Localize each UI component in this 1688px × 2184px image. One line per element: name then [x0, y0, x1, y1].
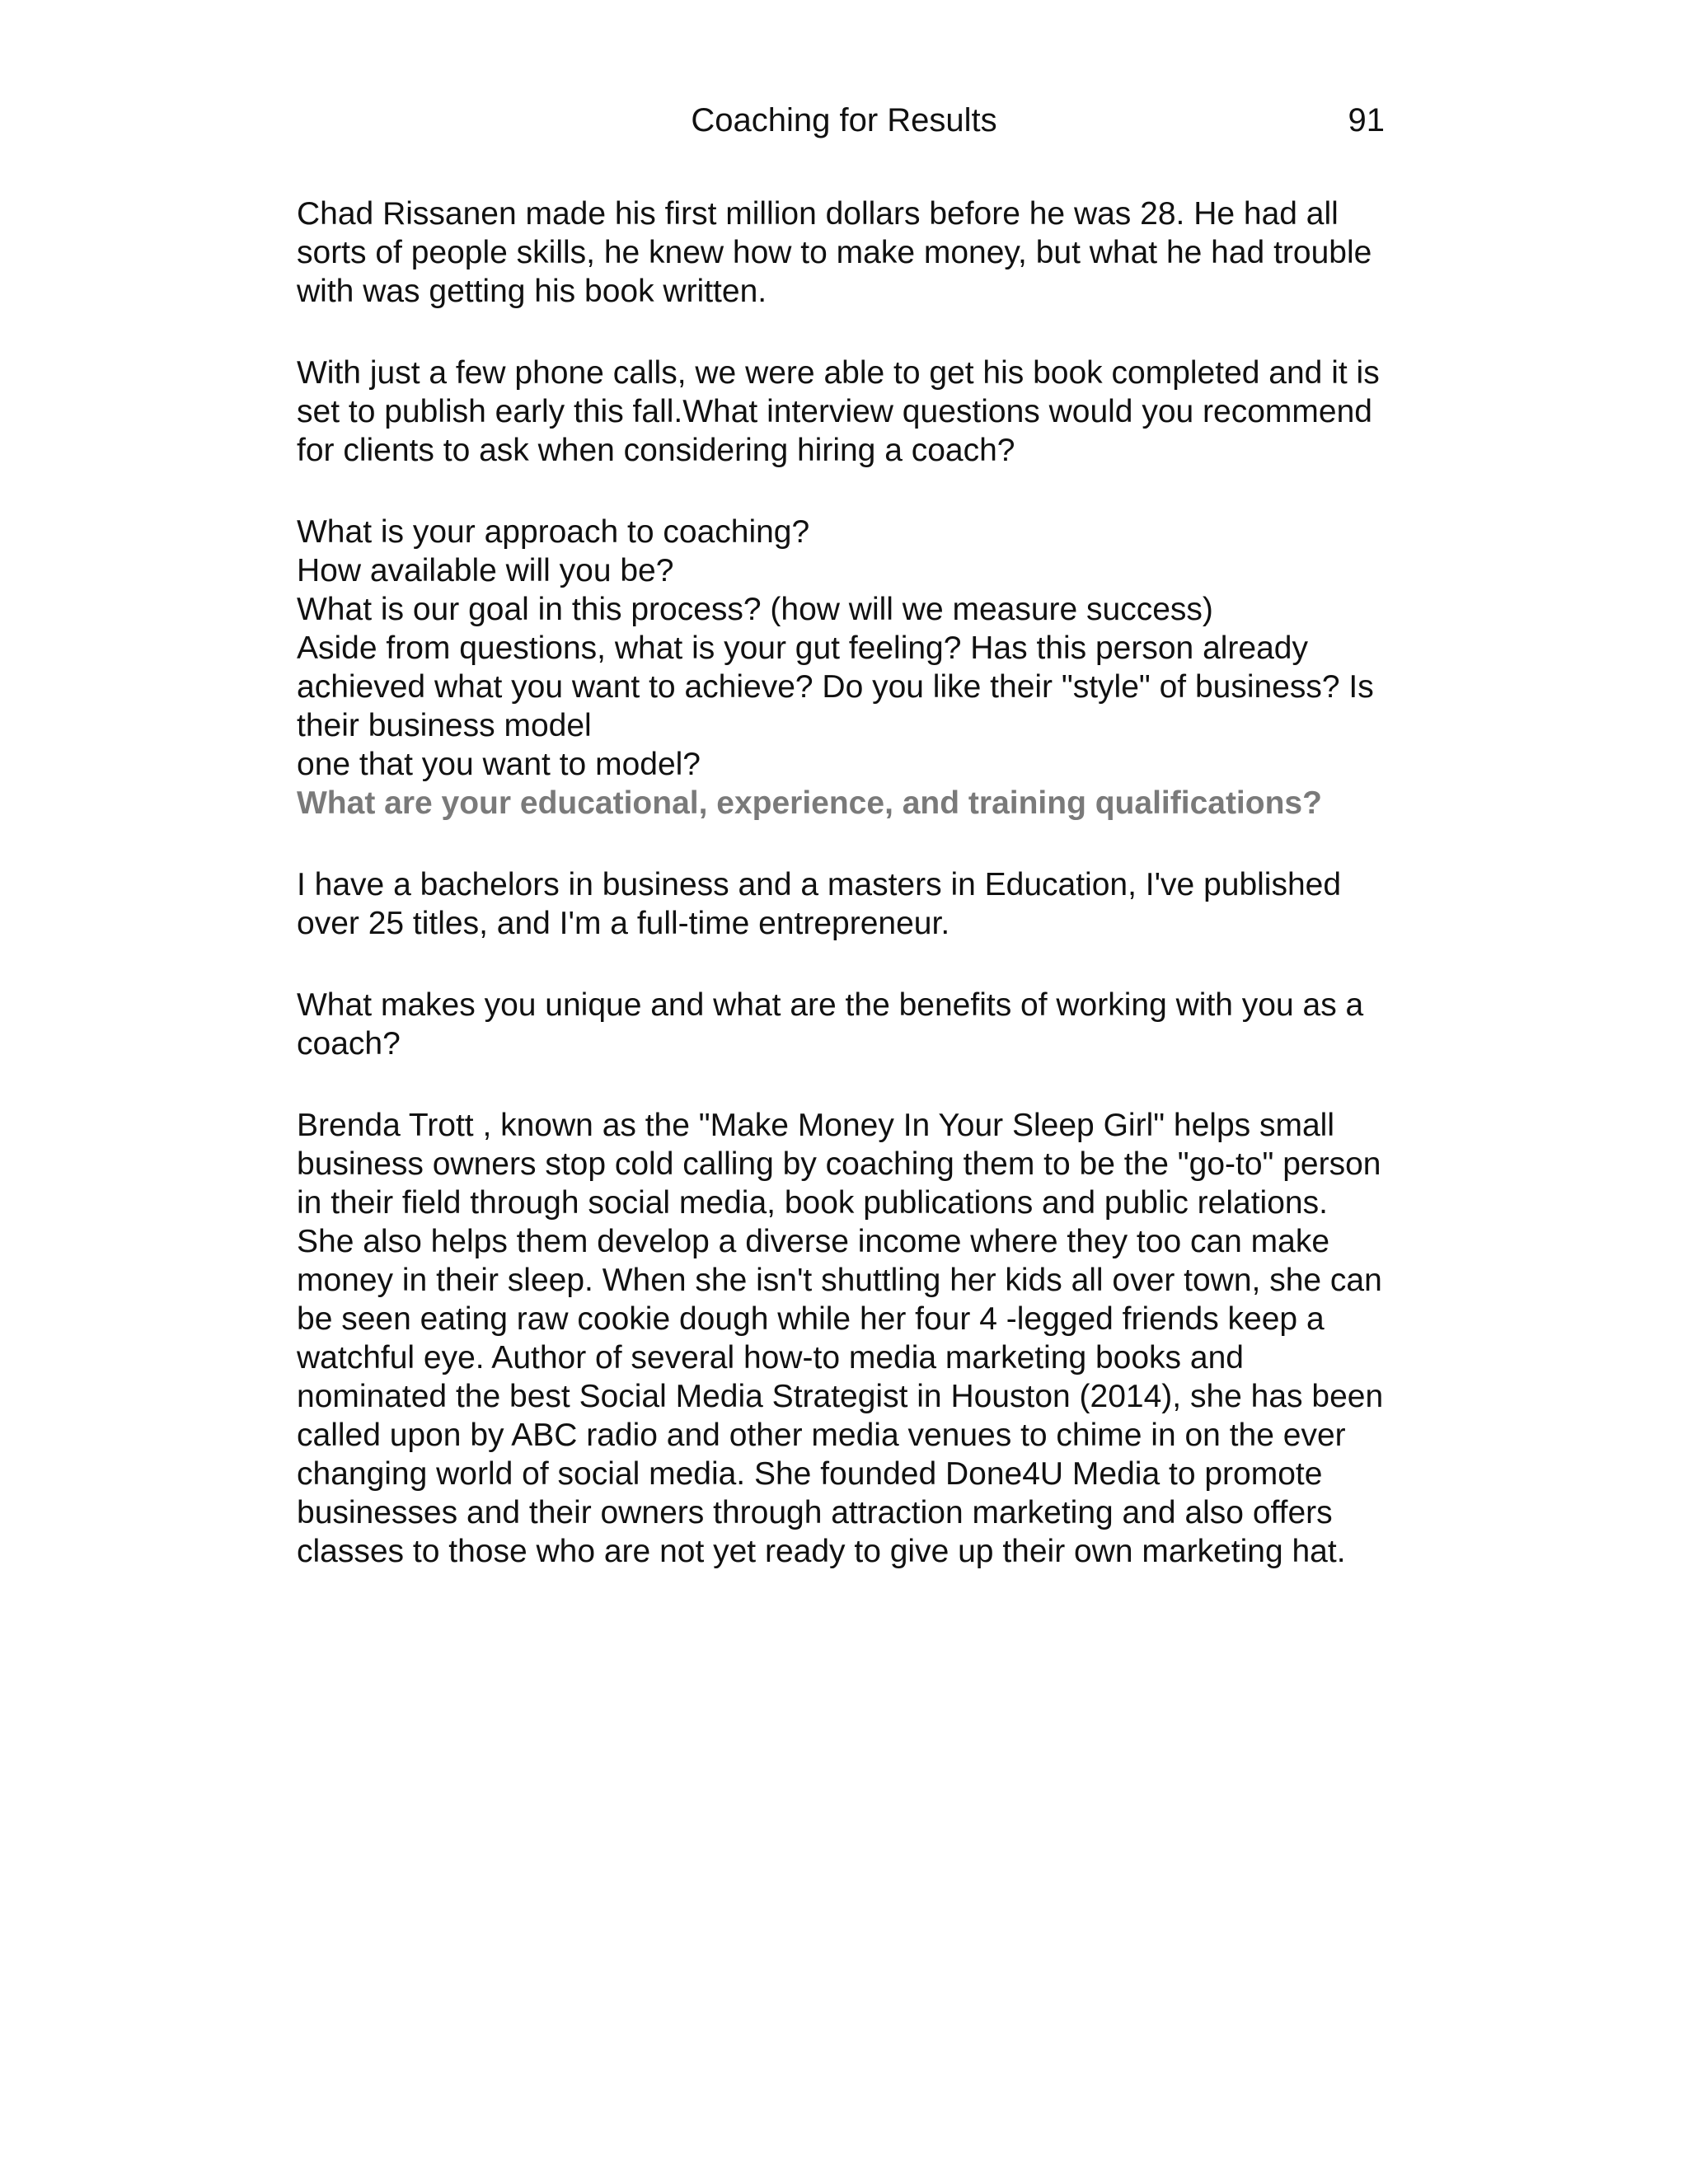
question-item: Aside from questions, what is your gut feeling? Has this person already achieved what you want to achieve? Do you like their "style" of business? Is their business model: [297, 630, 1374, 743]
question-item-continued: one that you want to model?: [297, 747, 701, 782]
paragraph-book-completed: With just a few phone calls, we were able to get his book completed and it is set to publish early this fall.What interview questions would you recommend for clients to ask when considering hiring a coach?: [297, 355, 1380, 468]
page-number: 91: [1348, 102, 1385, 138]
paragraph-qualifications-answer: I have a bachelors in business and a masters in Education, I've published over 25 titles, and I'm a full-time entrepreneur.: [297, 867, 1342, 941]
running-title: Coaching for Results: [691, 102, 997, 138]
paragraph-unique-question: What makes you unique and what are the benefits of working with you as a coach?: [297, 987, 1364, 1062]
question-item: What is our goal in this process? (how will we measure success): [297, 592, 1213, 627]
paragraph-chad-rissanen: Chad Rissanen made his first million dollars before he was 28. He had all sorts of people skills, he knew how to make money, but what he had trouble with was getting his book written.: [297, 196, 1372, 309]
page-header: [0, 97, 1688, 143]
page-body: [297, 194, 1393, 1571]
question-item: What is your approach to coaching?: [297, 514, 810, 550]
question-item: How available will you be?: [297, 553, 674, 588]
interview-questions-list: [297, 513, 1393, 784]
author-bio: Brenda Trott , known as the "Make Money In Your Sleep Girl" helps small business owners stop cold calling by coaching them to be the "go-to" person in their field through social media, book publications and public relations. She also helps them develop a diverse income where they too can make money in their sleep. When she isn't shuttling her kids all over town, she can be seen eating raw cookie dough while her four 4 -legged friends keep a watchful eye. Author of several how-to media marketing books and nominated the best Social Media Strategist in Houston (2014), she has been called upon by ABC radio and other media venues to chime in on the ever changing world of social media. She founded Done4U Media to promote businesses and their owners through attraction marketing and also offers classes to those who are not yet ready to give up their own marketing hat.: [297, 1108, 1384, 1569]
section-heading-qualifications: What are your educational, experience, and training qualifications?: [297, 785, 1322, 821]
